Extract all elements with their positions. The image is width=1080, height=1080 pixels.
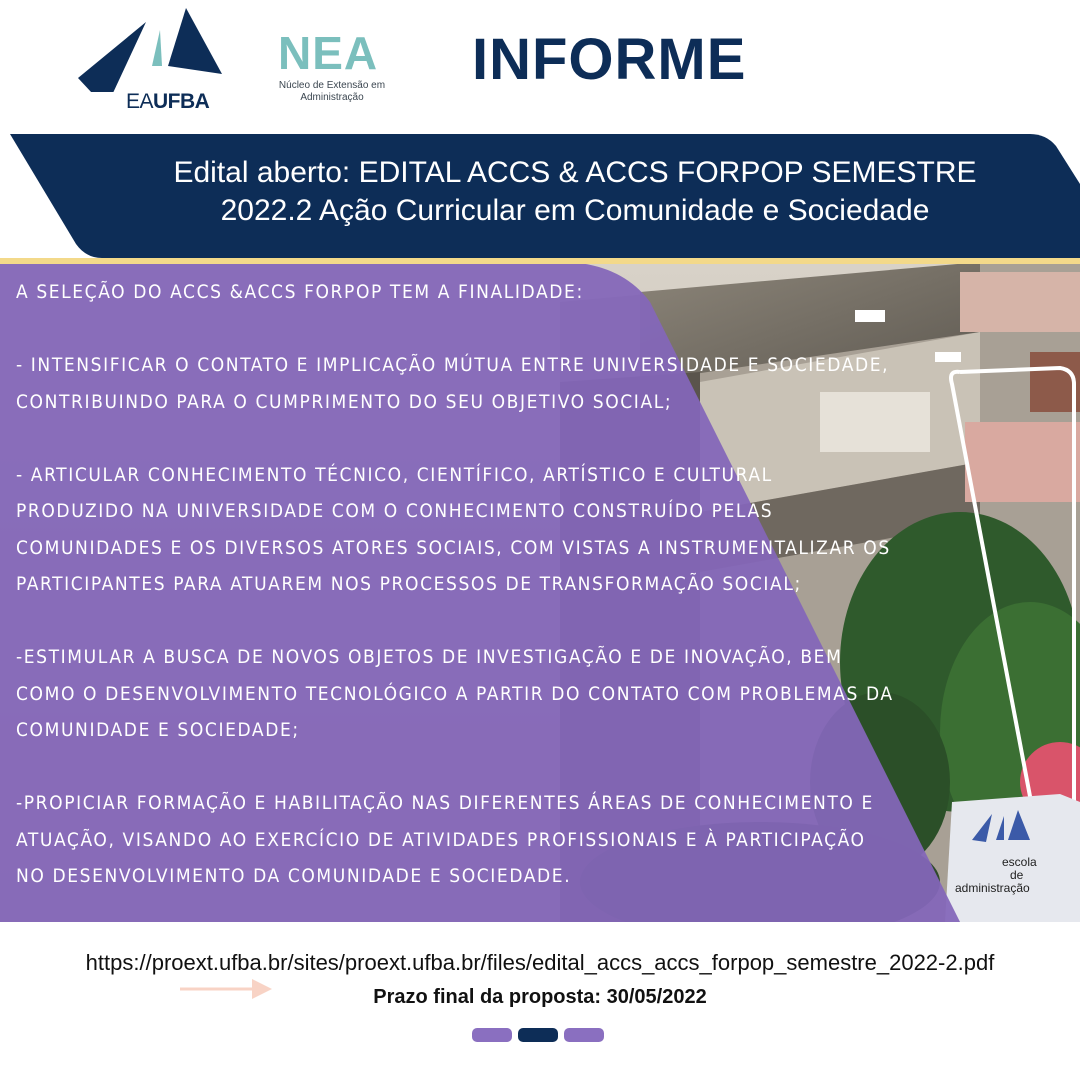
eaufba-logo	[76, 8, 226, 112]
edital-link[interactable]: https://proext.ufba.br/sites/proext.ufba.br/files/edital_accs_accs_forpop_semestre_2022-2.pdf	[85, 950, 995, 975]
banner-title: Edital aberto: EDITAL ACCS & ACCS FORPOP SEMESTRE 2022.2 Ação Curricular em Comunidade e Sociedade	[173, 156, 977, 227]
objective-item-1: - INTENSIFICAR O CONTATO E IMPLICAÇÃO MÚTUA ENTRE UNIVERSIDADE E SOCIEDADE, CONTRIBUINDO PARA O CUMPRIMENTO DO SEU OBJETIVO SOCIAL;	[16, 354, 890, 413]
nea-logo	[270, 26, 400, 110]
eaufba-logo-text: EAUFBA	[126, 90, 210, 113]
eaufba-sail-icon	[76, 8, 226, 92]
sign-text-de: de	[1010, 868, 1024, 882]
page-title: INFORME	[472, 27, 747, 92]
sign-text-administracao: administração	[955, 881, 1030, 895]
nea-logo-text: NEA	[278, 27, 379, 79]
deadline-text: Prazo final da proposta: 30/05/2022	[373, 986, 707, 1008]
body-text	[16, 274, 896, 931]
decorative-dashes	[472, 1026, 608, 1046]
sign-text-escola: escola	[1002, 855, 1037, 869]
intro-text: A SELEÇÃO DO ACCS &ACCS FORPOP TEM A FINALIDADE:	[16, 281, 584, 303]
objective-item-3: -ESTIMULAR A BUSCA DE NOVOS OBJETOS DE INVESTIGAÇÃO E DE INOVAÇÃO, BEM COMO O DESENVOLVIMENTO TECNOLÓGICO A PARTIR DO CONTATO COM PROBLEMAS DA COMUNIDADE E SOCIEDADE;	[16, 646, 894, 741]
nea-logo-subtitle: Núcleo de Extensão em Administração	[278, 80, 386, 103]
objective-item-4: -PROPICIAR FORMAÇÃO E HABILITAÇÃO NAS DIFERENTES ÁREAS DE CONHECIMENTO E ATUAÇÃO, VISANDO AO EXERCÍCIO DE ATIVIDADES PROFISSIONAIS E À PARTICIPAÇÃO NO DESENVOLVIMENTO DA COMUNIDADE E SOCIEDADE.	[16, 792, 874, 887]
objective-item-2: - ARTICULAR CONHECIMENTO TÉCNICO, CIENTÍFICO, ARTÍSTICO E CULTURAL PRODUZIDO NA UNIVERSIDADE COM O CONHECIMENTO CONSTRUÍDO PELAS COMUNIDADES E OS DIVERSOS ATORES SOCIAIS, COM VISTAS A INSTRUMENTALIZAR OS PARTICIPANTES PARA ATUAREM NOS PROCESSOS DE TRANSFORMAÇÃO SOCIAL;	[16, 463, 891, 595]
